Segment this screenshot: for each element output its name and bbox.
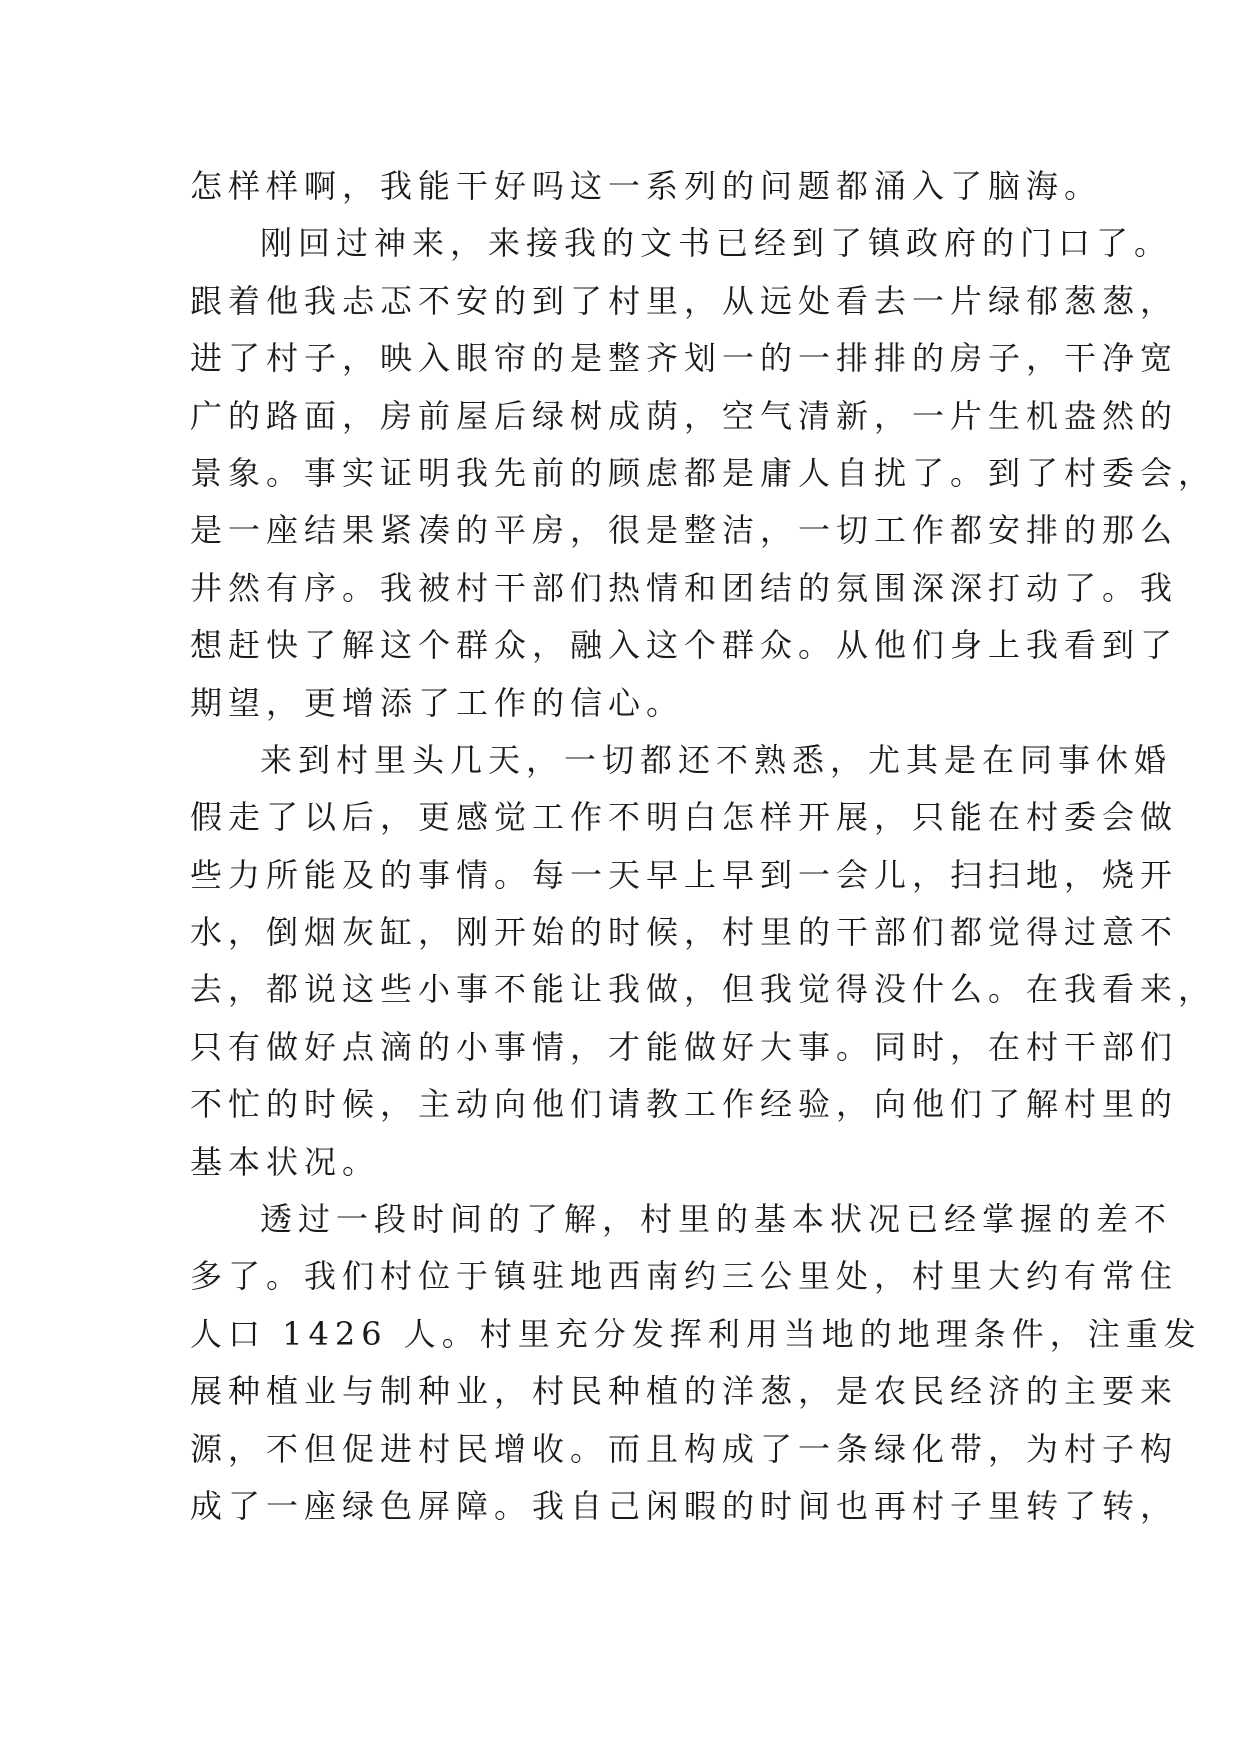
text-line: 假走了以后，更感觉工作不明白怎样开展，只能在村委会做	[190, 798, 1179, 837]
text-line: 井然有序。我被村干部们热情和团结的氛围深深打动了。我	[190, 568, 1179, 607]
text-line: 怎样样啊，我能干好吗这一系列的问题都涌入了脑海。	[190, 167, 1103, 205]
text-line: 想赶快了解这个群众，融入这个群众。从他们身上我看到了	[190, 626, 1179, 665]
text-line: 跟着他我忐忑不安的到了村里，从远处看去一片绿郁葱葱，	[190, 281, 1179, 320]
text-line: 人口 1426 人。村里充分发挥利用当地的地理条件，注重发	[190, 1314, 1202, 1353]
text-line: 不忙的时候，主动向他们请教工作经验，向他们了解村里的	[190, 1085, 1179, 1124]
text-line: 水，倒烟灰缸，刚开始的时候，村里的干部们都觉得过意不	[190, 913, 1179, 952]
text-line: 源，不但促进村民增收。而且构成了一条绿化带，为村子构	[190, 1429, 1179, 1468]
text-line: 来到村里头几天，一切都还不熟悉，尤其是在同事休婚	[260, 740, 1173, 779]
text-line: 些力所能及的事情。每一天早上早到一会儿，扫扫地，烧开	[190, 855, 1179, 894]
paragraph	[190, 1191, 1202, 1535]
text-line: 展种植业与制种业，村民种植的洋葱，是农民经济的主要来	[190, 1372, 1179, 1411]
paragraph	[190, 732, 1217, 1191]
paragraph	[190, 158, 1103, 215]
text-line: 刚回过神来，来接我的文书已经到了镇政府的门口了。	[260, 224, 1173, 263]
text-line: 期望，更增添了工作的信心。	[190, 683, 685, 722]
text-line: 多了。我们村位于镇驻地西南约三公里处，村里大约有常住	[190, 1257, 1179, 1296]
paragraph	[190, 215, 1217, 732]
text-line: 基本状况。	[190, 1142, 381, 1181]
text-line: 透过一段时间的了解，村里的基本状况已经掌握的差不	[260, 1200, 1173, 1239]
text-line: 景象。事实证明我先前的顾虑都是庸人自扰了。到了村委会，	[190, 453, 1217, 492]
text-line: 进了村子，映入眼帘的是整齐划一的一排排的房子，干净宽	[190, 339, 1179, 378]
text-line: 是一座结果紧凑的平房，很是整洁，一切工作都安排的那么	[190, 511, 1179, 550]
text-line: 成了一座绿色屏障。我自己闲暇的时间也再村子里转了转，	[190, 1486, 1179, 1525]
text-line: 只有做好点滴的小事情，才能做好大事。同时，在村干部们	[190, 1027, 1179, 1066]
text-line: 去，都说这些小事不能让我做，但我觉得没什么。在我看来，	[190, 970, 1217, 1009]
body-text	[190, 158, 1217, 1535]
text-line: 广的路面，房前屋后绿树成荫，空气清新，一片生机盎然的	[190, 396, 1179, 435]
